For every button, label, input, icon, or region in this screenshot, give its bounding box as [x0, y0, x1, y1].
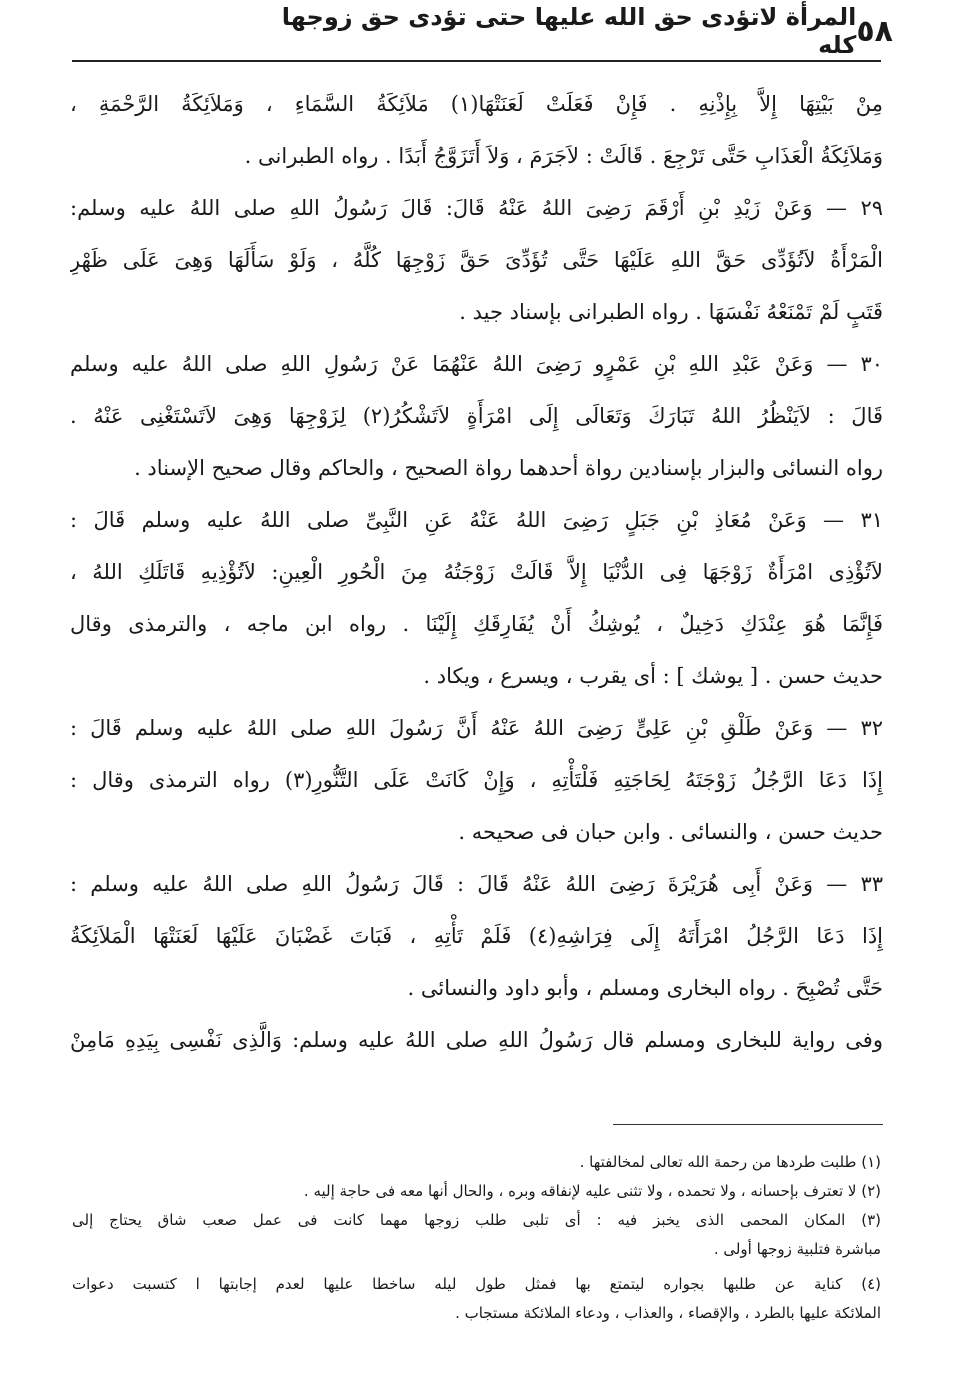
text-line: إِذَا دَعَا الرَّجُلُ امْرَأَتَهُ إِلَى فِرَاشِهِ(٤) فَلَمْ تَأْتِهِ ، فَبَاتَ غَضْبَانَ عَلَيْهَا لَعَنَتْهَا الْمَلاَئِكَةُ [70, 924, 883, 948]
page-number: ٥٨ [856, 13, 893, 49]
footnote-4-continued: الملائكة عليها بالطرد ، والإقصاء ، والعذاب ، ودعاء الملائكة مستجاب . [455, 1304, 881, 1322]
hadith-32-heading: ٣٢ — وَعَنْ طَلْقِ بْنِ عَلِىٍّ رَضِىَ اللهُ عَنْهُ أَنَّ رَسُولَ اللهِ صلى اللهُ عليه وسلم قَالَ : [70, 716, 883, 740]
text-line: رواه النسائى والبزار بإسنادين رواة أحدهما رواة الصحيح ، والحاكم وقال صحيح الإسناد . [134, 456, 883, 480]
text-line: حَتَّى تُصْبِحَ . رواه البخارى ومسلم ، وأبو داود والنسائى . [407, 976, 883, 1000]
text-line: لاَتُؤْذِى امْرَأَةٌ زَوْجَهَا فِى الدُّنْيَا إِلاَّ قَالَتْ زَوْجَتُهُ مِنَ الْحُورِ الْعِينِ: لاَتُؤْذِيهِ قَاتَلَكِ اللهُ ، [70, 560, 883, 584]
text-line: مِنْ بَيْتِهَا إِلاَّ بِإِذْنِهِ . فَإِنْ فَعَلَتْ لَعَنَتْهَا(١) مَلاَئِكَةُ السَّمَاءِ ، وَمَلاَئِكَةُ الرَّحْمَةِ ، [70, 92, 883, 116]
text-line: إِذَا دَعَا الرَّجُلُ زَوْجَتَهُ لِحَاجَتِهِ فَلْتَأْتِهِ ، وَإِنْ كَانَتْ عَلَى التَّنُّورِ(٣) رواه الترمذى وقال : [70, 768, 883, 792]
text-line: قَتَبٍ لَمْ تَمْنَعْهُ نَفْسَهَا . رواه الطبرانى بإسناد جيد . [459, 300, 883, 324]
text-line: قَالَ : لاَيَنْظُرُ اللهُ تَبَارَكَ وَتَعَالَى إِلَى امْرَأَةٍ لاَتَشْكُرُ(٢) لِزَوْجِهَا وَهِىَ لاَتَسْتَغْنِى عَنْهُ . [70, 404, 883, 428]
text-line: الْمَرْأَةُ لاَتُؤَدِّى حَقَّ اللهِ عَلَيْهَا حَتَّى تُؤَدِّىَ حَقَّ زَوْجِهَا كُلَّهُ ، وَلَوْ سَأَلَهَا وَهِىَ عَلَى ظَهْرِ [70, 248, 883, 272]
text-line: وَمَلاَئِكَةُ الْعَذَابِ حَتَّى تَرْجِعَ . قَالَتْ : لاَجَرَمَ ، وَلاَ أَتَزَوَّجُ أَبَدًا . رواه الطبرانى . [244, 144, 883, 168]
footnote-3-continued: مباشرة فتلبية زوجها أولى . [713, 1240, 881, 1258]
main-text [70, 78, 883, 1066]
footnote-4: (٤) كناية عن طلبها بجواره ليتمتع بها فمثل طول ليله ساخطا عليها لعدم إجابتها ا كتسبت دعوات [72, 1275, 881, 1293]
text-line: فَإِنَّمَا هُوَ عِنْدَكِ دَخِيلٌ ، يُوشِكُ أَنْ يُفَارِقَكِ إِلَيْنَا . رواه ابن ماجه ، والترمذى وقال [70, 612, 883, 636]
header-divider [72, 60, 881, 62]
footnote-2: (٢) لا تعترف بإحسانه ، ولا تحمده ، ولا تثنى عليه لإنفاقه وبره ، والحال أنها معه فى حاجة إليه . [303, 1182, 881, 1200]
footnote-divider [613, 1124, 883, 1125]
running-title: المرأة لاتؤدى حق الله عليها حتى تؤدى حق زوجها كله [281, 3, 857, 59]
hadith-29-heading: ٢٩ — وَعَنْ زَيْدِ بْنِ أَرْقَمَ رَضِىَ اللهُ عَنْهُ قَالَ: قَالَ رَسُولُ اللهِ صلى اللهُ عليه وسلم: [70, 196, 883, 220]
text-line: حديث حسن . [ يوشك ] : أى يقرب ، ويسرع ، ويكاد . [423, 664, 883, 688]
footnotes [72, 1148, 881, 1328]
hadith-33-heading: ٣٣ — وَعَنْ أَبِى هُرَيْرَةَ رَضِىَ اللهُ عَنْهُ قَالَ : قَالَ رَسُولُ اللهِ صلى اللهُ عليه وسلم : [70, 872, 883, 896]
hadith-31-heading: ٣١ — وَعَنْ مُعَاذِ بْنِ جَبَلٍ رَضِىَ اللهُ عَنْهُ عَنِ النَّبِىِّ صلى اللهُ عليه وسلم قَالَ : [70, 508, 883, 532]
footnote-1: (١) طلبت طردها من رحمة الله تعالى لمخالفتها . [579, 1153, 881, 1171]
footnote-3: (٣) المكان المحمى الذى يخبز فيه : أى تلبى طلب زوجها مهما كانت فى عمل صعب شاق يحتاج إلى [72, 1211, 881, 1229]
text-line: حديث حسن ، والنسائى . وابن حبان فى صحيحه . [458, 820, 883, 844]
text-line: وفى رواية للبخارى ومسلم قال رَسُولُ اللهِ صلى اللهُ عليه وسلم: وَالَّذِى نَفْسِى بِيَدِهِ مَامِنْ [70, 1028, 883, 1052]
hadith-30-heading: ٣٠ — وَعَنْ عَبْدِ اللهِ بْنِ عَمْرٍو رَضِىَ اللهُ عَنْهُمَا عَنْ رَسُولِ اللهِ صلى اللهُ عليه وسلم [70, 352, 883, 376]
page-header [60, 3, 893, 59]
